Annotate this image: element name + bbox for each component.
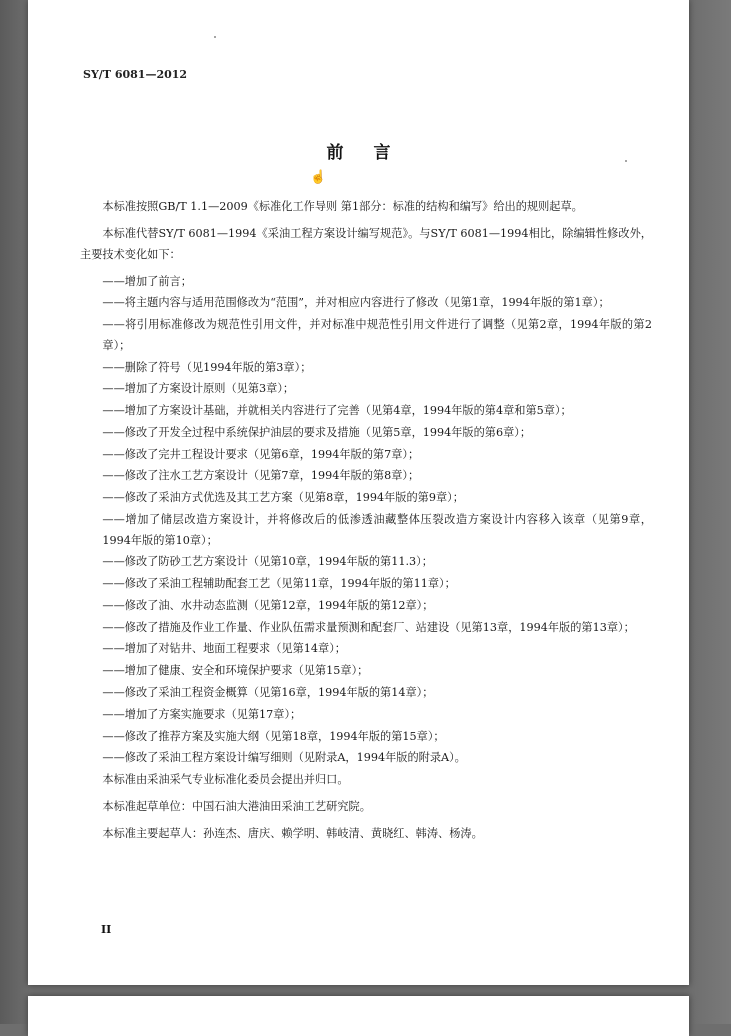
document-page: [28, 0, 689, 985]
next-page-edge: [28, 996, 689, 1036]
change-list-item: ——增加了方案设计原则（见第3章）；: [102, 382, 295, 396]
change-list-item: ——增加了方案实施要求（见第17章）；: [102, 707, 302, 721]
change-list-item: ——修改了措施及作业工作量、作业队伍需求量预测和配套厂、站建设（见第13章，1994年版的第13章）；: [102, 620, 635, 634]
hand-cursor-icon: ☝: [310, 170, 327, 185]
page-title: 前言: [326, 143, 421, 163]
change-list-item: ——修改了开发全过程中系统保护油层的要求及措施（见第5章，1994年版的第6章）；: [102, 425, 532, 439]
scan-speck: [625, 160, 627, 162]
change-list-item: ——修改了注水工艺方案设计（见第7章，1994年版的第8章）；: [102, 469, 420, 483]
change-list-item: ——增加了储层改造方案设计，并将修改后的低渗透油藏整体压裂改造方案设计内容移入该章（见第9章，1994年版的第10章）；: [102, 512, 652, 547]
changes-list: [80, 272, 652, 769]
paragraph: 本标准代替SY/T 6081—1994《采油工程方案设计编写规范》。与SY/T 6081—1994相比，除编辑性修改外，主要技术变化如下：: [80, 226, 652, 261]
change-list-item: ——删除了符号（见1994年版的第3章）；: [102, 360, 312, 374]
change-list-item: ——将引用标准修改为规范性引用文件，并对标准中规范性引用文件进行了调整（见第2章，1994年版的第2章）；: [102, 318, 652, 352]
paragraph: 本标准按照GB/T 1.1—2009《标准化工作导则 第1部分：标准的结构和编写》给出的规则起草。: [102, 200, 583, 213]
change-list-item: ——将主题内容与适用范围修改为“范围”，并对相应内容进行了修改（见第1章，1994年版的第1章）；: [102, 296, 610, 310]
change-list-item: ——增加了方案设计基础，并就相关内容进行了完善（见第4章，1994年版的第4章和第5章）；: [102, 404, 572, 418]
paragraph: 本标准由采油采气专业标准化委员会提出并归口。: [102, 773, 349, 787]
page-number: II: [101, 923, 112, 936]
change-list-item: ——增加了前言；: [102, 274, 192, 288]
scan-speck: [214, 36, 216, 38]
change-list-item: ——修改了采油工程辅助配套工艺（见第11章，1994年版的第11章）；: [102, 577, 456, 591]
change-list-item: ——修改了推荐方案及实施大纲（见第18章，1994年版的第15章）；: [102, 729, 445, 743]
change-list-item: ——修改了采油工程资金概算（见第16章，1994年版的第14章）；: [102, 686, 434, 700]
paragraph: 本标准主要起草人：孙连杰、唐庆、赖学明、韩岐清、黄晓红、韩涛、杨涛。: [102, 827, 483, 841]
change-list-item: ——修改了采油工程方案设计编写细则（见附录A，1994年版的附录A）。: [102, 751, 466, 765]
change-list-item: ——修改了采油方式优选及其工艺方案（见第8章，1994年版的第9章）；: [102, 491, 464, 505]
preface-body: [80, 197, 652, 851]
change-list-item: ——增加了健康、安全和环境保护要求（见第15章）；: [102, 664, 369, 678]
standard-code: SY/T 6081—2012: [83, 68, 188, 81]
change-list-item: ——修改了油、水井动态监测（见第12章，1994年版的第12章）；: [102, 598, 434, 612]
change-list-item: ——修改了防砂工艺方案设计（见第10章，1994年版的第11.3）；: [102, 555, 433, 569]
paragraph: 本标准起草单位：中国石油大港油田采油工艺研究院。: [102, 800, 371, 814]
change-list-item: ——增加了对钻井、地面工程要求（见第14章）；: [102, 642, 346, 656]
change-list-item: ——修改了完井工程设计要求（见第6章，1994年版的第7章）；: [102, 447, 420, 461]
